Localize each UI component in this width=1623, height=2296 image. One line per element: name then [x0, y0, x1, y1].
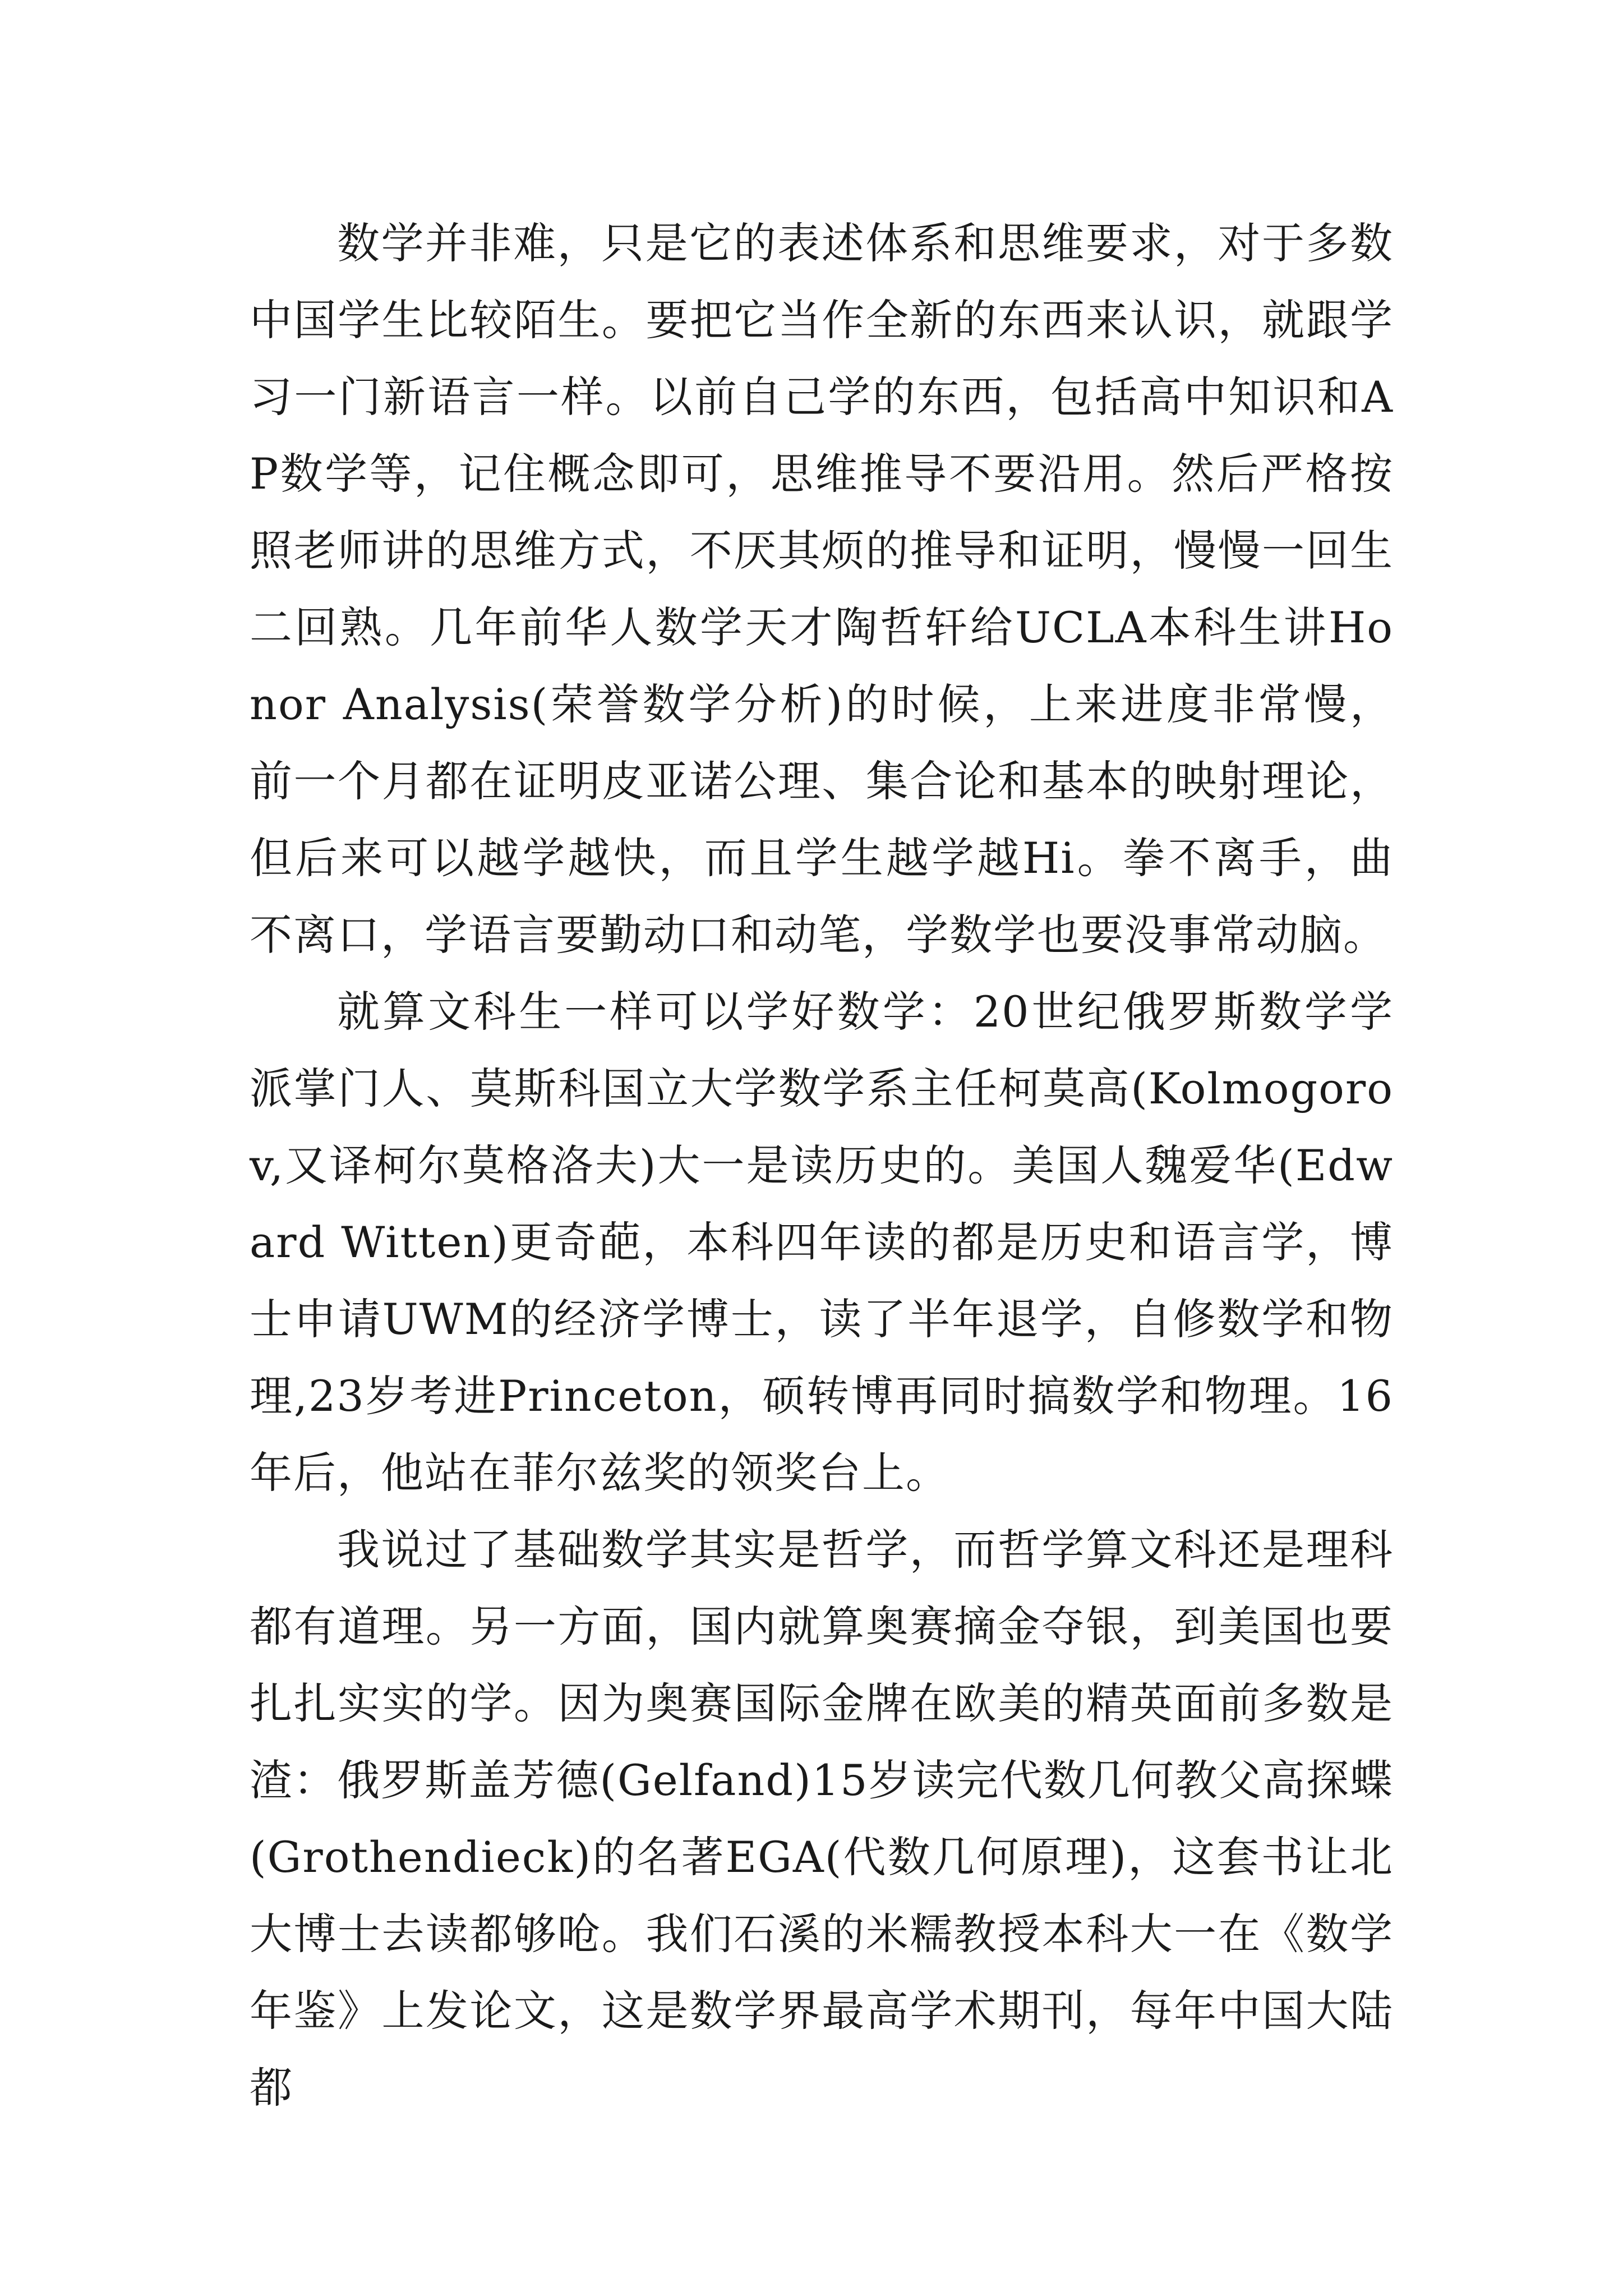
paragraph-3: 我说过了基础数学其实是哲学，而哲学算文科还是理科都有道理。另一方面，国内就算奥赛摘金夺银，到美国也要扎扎实实的学。因为奥赛国际金牌在欧美的精英面前多数是渣：俄罗斯盖芳德(Gelfand)15岁读完代数几何教父高探蝶(Grothendieck)的名著EGA(代数几何原理)，这套书让北大博士去读都够呛。我们石溪的米糯教授本科大一在《数学年鉴》上发论文，这是数学界最高学术期刊，每年中国大陆都 [250, 1525, 1394, 2113]
body-text [250, 205, 1394, 2126]
paragraph-1: 数学并非难，只是它的表述体系和思维要求，对于多数中国学生比较陌生。要把它当作全新的东西来认识，就跟学习一门新语言一样。以前自己学的东西，包括高中知识和AP数学等，记住概念即可，思维推导不要沿用。然后严格按照老师讲的思维方式，不厌其烦的推导和证明，慢慢一回生二回熟。几年前华人数学天才陶哲轩给UCLA本科生讲Honor Analysis(荣誉数学分析)的时候，上来进度非常慢，前一个月都在证明皮亚诺公理、集合论和基本的映射理论，但后来可以越学越快，而且学生越学越Hi。拳不离手，曲不离口，学语言要勤动口和动笔，学数学也要没事常动脑。 [250, 218, 1394, 960]
paragraph-2: 就算文科生一样可以学好数学：20世纪俄罗斯数学学派掌门人、莫斯科国立大学数学系主任柯莫高(Kolmogorov,又译柯尔莫格洛夫)大一是读历史的。美国人魏爱华(Edward Witten)更奇葩，本科四年读的都是历史和语言学，博士申请UWM的经济学博士，读了半年退学，自修数学和物理,23岁考进Princeton，硕转博再同时搞数学和物理。16年后，他站在菲尔兹奖的领奖台上。 [250, 987, 1394, 1498]
